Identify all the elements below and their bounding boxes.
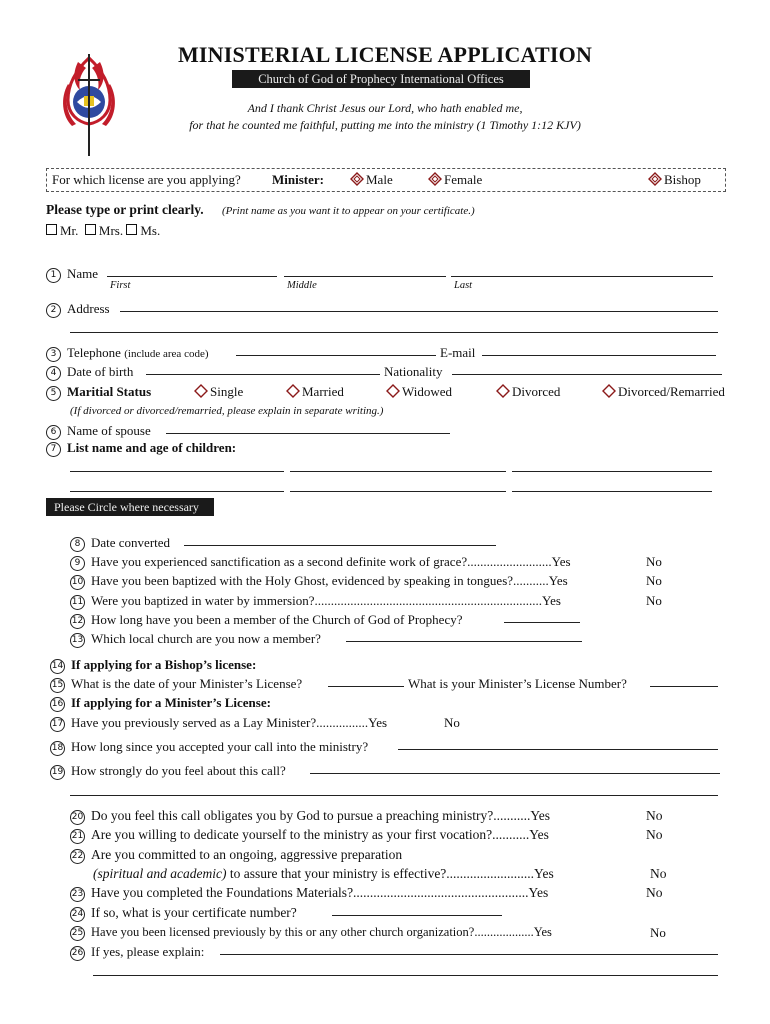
q11-row: 11 Were you baptized in water by immersion?......................................................................Yes [71,593,561,608]
q16-row: 16 If applying for a Minister’s License: [51,695,271,710]
verse-line-2: for that he counted me faithful, putting me into the ministry (1 Timothy 1:12 KJV) [189,118,581,132]
telephone-field[interactable] [236,343,436,356]
membership-duration-field[interactable] [504,610,580,623]
name-row: 1 Name [46,266,98,283]
middle-name-field[interactable] [284,264,446,277]
call-strength-field-2[interactable] [70,783,718,796]
license-question: For which license are you applying? [52,172,241,187]
q24-row: 24 If so, what is your certificate number? [71,905,297,920]
diamond-checkbox-icon [194,384,208,398]
q18-row: 18 How long since you accepted your call into the ministry? [51,739,369,754]
diamond-checkbox-icon [496,384,510,398]
marital-single[interactable]: Single [194,384,243,400]
q9-no[interactable]: No [646,554,662,569]
q13-row: 13 Which local church are you now a member? [71,631,321,646]
child-field[interactable] [290,479,506,492]
q20-no[interactable]: No [646,808,663,823]
marital-married[interactable]: Married [286,384,344,400]
license-number-field[interactable] [650,674,718,687]
q22-row-2: (spiritual and academic) to assure that your ministry is effective?..........................Yes [93,866,554,881]
q10-row: 10 Have you been baptized with the Holy Ghost, evidenced by speaking in tongues?...........Yes [71,573,568,588]
diamond-checkbox-icon [428,172,442,186]
explain-field[interactable] [220,942,718,955]
dob-row: 4 Date of birth [46,364,133,381]
address-field-2[interactable] [70,320,718,333]
telephone-row: 3 Telephone (include area code) [46,345,209,362]
q25-no[interactable]: No [650,925,666,940]
q10-no[interactable]: No [646,573,662,588]
option-male[interactable]: Male [350,172,393,188]
q26-row: 26 If yes, please explain: [71,944,205,959]
mr-checkbox[interactable]: Mr. [46,223,78,238]
q14-row: 14 If applying for a Bishop’s license: [51,657,257,672]
email-field[interactable] [482,343,716,356]
dob-field[interactable] [146,362,380,375]
email-label: E-mail [440,345,476,360]
q23-row: 23 Have you completed the Foundations Materials?....................................................Yes [71,885,549,900]
address-field[interactable] [120,299,718,312]
child-field[interactable] [512,479,712,492]
q11-no[interactable]: No [646,593,662,608]
q20-row: 20 Do you feel this call obligates you by God to pursue a preaching ministry?...........Yes [71,808,551,823]
minister-license-date-field[interactable] [328,674,404,687]
marital-row: 5 Maritial Status [46,384,151,401]
marital-divorced[interactable]: Divorced [496,384,560,400]
explain-field-2[interactable] [93,963,718,976]
q17-row: 17 Have you previously served as a Lay Minister?................Yes [51,715,388,730]
verse-line-1: And I thank Christ Jesus our Lord, who hath enabled me, [247,101,523,115]
child-field[interactable] [512,459,712,472]
diamond-checkbox-icon [386,384,400,398]
nationality-label: Nationality [384,364,443,379]
diamond-checkbox-icon [350,172,364,186]
last-name-field[interactable] [451,264,713,277]
local-church-field[interactable] [346,629,582,642]
child-field[interactable] [290,459,506,472]
last-label: Last [454,280,473,291]
child-field[interactable] [70,459,284,472]
q15-row: 15 What is the date of your Minister’s License? [51,676,303,691]
q22-no[interactable]: No [650,866,667,881]
marital-divorced-remarried[interactable]: Divorced/Remarried [602,384,725,400]
print-note: (Print name as you want it to appear on your certificate.) [222,205,475,217]
nationality-field[interactable] [452,362,722,375]
call-duration-field[interactable] [398,737,718,750]
q21-row: 21 Are you willing to dedicate yourself to the ministry as your first vocation?...........Yes [71,827,549,842]
diamond-checkbox-icon [602,384,616,398]
page-title: MINISTERIAL LICENSE APPLICATION [177,42,593,67]
date-converted-field[interactable] [184,533,496,546]
first-label: First [110,280,131,291]
certificate-number-field[interactable] [332,903,502,916]
q8-row: 8 Date converted [70,535,170,552]
minister-label: Minister: [272,172,324,187]
q25-row: 25 Have you been licensed previously by this or any other church organization?...................Yes [71,925,552,939]
salutation-options [46,223,160,239]
option-bishop[interactable]: Bishop [648,172,701,188]
diamond-checkbox-icon [286,384,300,398]
q17-no[interactable]: No [444,715,460,730]
spouse-row: 6 Name of spouse [46,423,151,440]
marital-widowed[interactable]: Widowed [386,384,452,400]
org-banner: Church of God of Prophecy International Offices [232,70,530,88]
q9-row: 9 Have you experienced sanctification as a second definite work of grace?..........................Yes [70,554,571,571]
license-number-label: What is your Minister’s License Number? [408,676,627,691]
option-female[interactable]: Female [428,172,482,188]
q23-no[interactable]: No [646,885,663,900]
q19-row: 19 How strongly do you feel about this call? [51,763,286,778]
middle-label: Middle [287,280,317,291]
child-field[interactable] [70,479,284,492]
q12-row: 12 How long have you been a member of the Church of God of Prophecy? [71,612,463,627]
q21-no[interactable]: No [646,827,663,842]
circle-instructions-banner: Please Circle where necessary [46,498,214,516]
address-row: 2 Address [46,301,110,318]
marital-note: (If divorced or divorced/remarried, please explain in separate writing.) [70,405,384,417]
call-strength-field[interactable] [310,761,720,774]
mrs-checkbox[interactable]: Mrs. [85,223,123,238]
ms-checkbox[interactable]: Ms. [126,223,160,238]
diamond-checkbox-icon [648,172,662,186]
spouse-field[interactable] [166,421,450,434]
q22-row: 22 Are you committed to an ongoing, aggressive preparation [71,847,403,862]
print-heading: Please type or print clearly. [46,202,204,217]
children-row: 7 List name and age of children: [46,440,236,457]
first-name-field[interactable] [107,264,277,277]
